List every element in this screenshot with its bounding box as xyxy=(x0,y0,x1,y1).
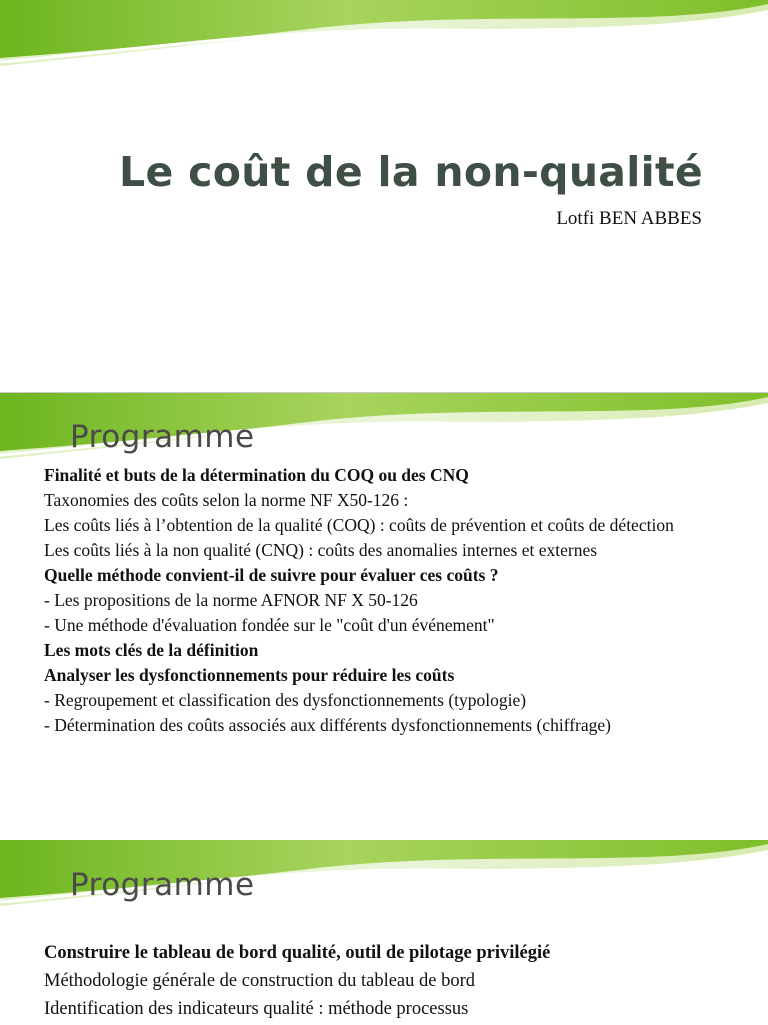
programme-list xyxy=(44,466,734,741)
list-item: Analyser les dysfonctionnements pour réduire les coûts xyxy=(44,665,455,685)
programme-list xyxy=(44,943,734,1025)
list-item: Quelle méthode convient-il de suivre pour évaluer ces coûts ? xyxy=(44,565,499,585)
section-title: Programme xyxy=(70,867,255,903)
author-name: Lotfi BEN ABBES xyxy=(556,208,702,229)
list-item: Construire le tableau de bord qualité, outil de pilotage privilégié xyxy=(44,943,551,963)
list-item: - Détermination des coûts associés aux différents dysfonctionnements (chiffrage) xyxy=(44,715,611,735)
list-item: Identification des indicateurs qualité : méthode processus xyxy=(44,999,469,1019)
list-item: - Une méthode d'évaluation fondée sur le "coût d'un événement" xyxy=(44,615,495,635)
list-item: Taxonomies des coûts selon la norme NF X50-126 : xyxy=(44,490,409,510)
list-item: - Regroupement et classification des dysfonctionnements (typologie) xyxy=(44,690,527,710)
list-item: Les mots clés de la définition xyxy=(44,640,259,660)
slide-programme-1 xyxy=(0,393,768,840)
list-item: - Les propositions de la norme AFNOR NF X 50-126 xyxy=(44,590,418,610)
wave-banner xyxy=(0,0,768,78)
slide-title-heading: Le coût de la non-qualité xyxy=(119,148,703,196)
slide-title xyxy=(0,0,768,393)
list-item: Les coûts liés à la non qualité (CNQ) : coûts des anomalies internes et externes xyxy=(44,540,598,560)
list-item: Les coûts liés à l’obtention de la qualité (COQ) : coûts de prévention et coûts de détection xyxy=(44,515,674,535)
list-item: Finalité et buts de la détermination du COQ ou des CNQ xyxy=(44,465,469,485)
section-title: Programme xyxy=(70,419,255,455)
slide-programme-2 xyxy=(0,840,768,1025)
list-item: Méthodologie générale de construction du tableau de bord xyxy=(44,971,476,991)
